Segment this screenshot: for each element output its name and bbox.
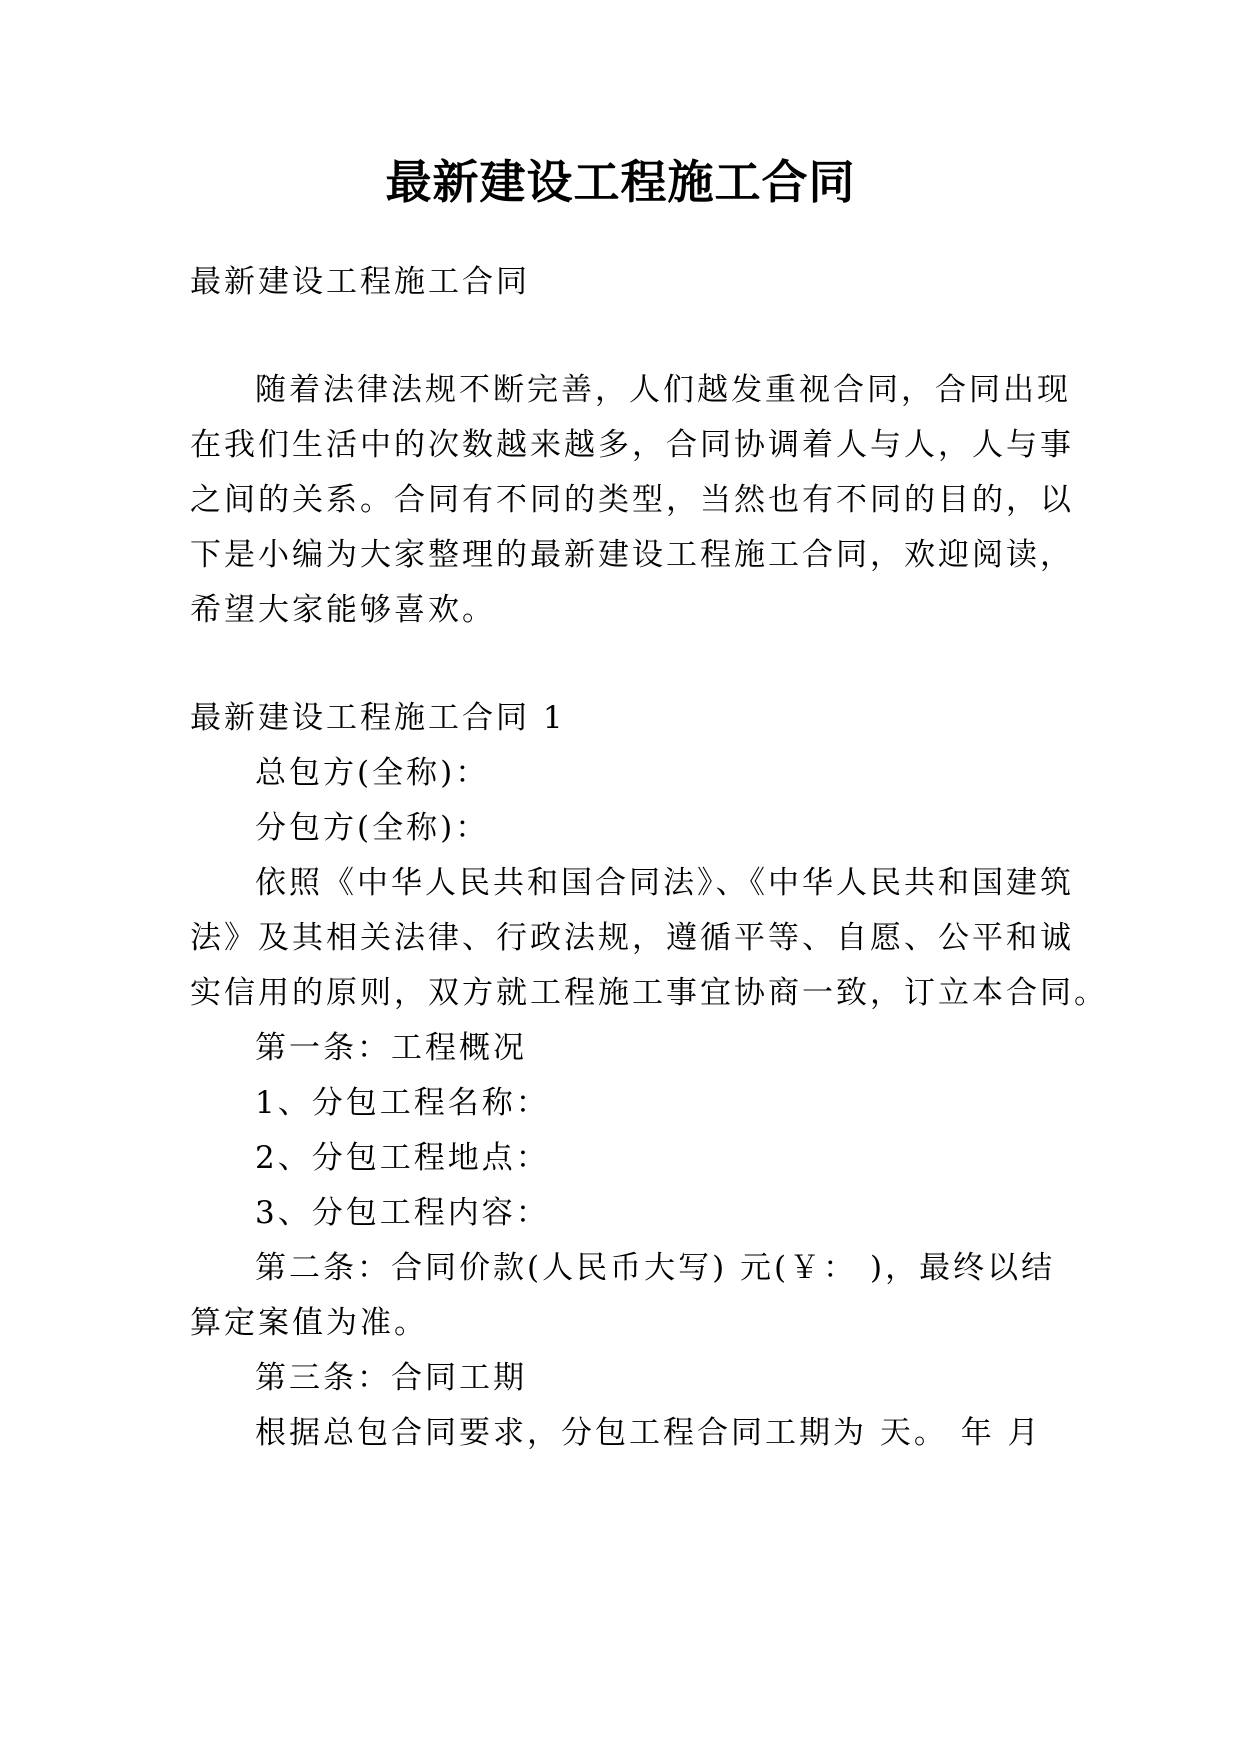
basis-line: 实信用的原则，双方就工程施工事宜协商一致，订立本合同。 [190,975,1108,1011]
document-title: 最新建设工程施工合同 [385,155,856,209]
general-contractor-field: 总包方(全称)： [255,755,490,791]
intro-line: 之间的关系。合同有不同的类型，当然也有不同的目的，以 [190,482,1074,518]
subcontractor-field: 分包方(全称)： [255,810,490,846]
article3-heading: 第三条：合同工期 [255,1360,527,1396]
article1-heading: 第一条：工程概况 [255,1030,527,1066]
article1-item: 2、分包工程地点： [255,1140,550,1176]
intro-line: 希望大家能够喜欢。 [190,592,496,628]
article2-line: 第二条：合同价款(人民币大写) 元(￥： )，最终以结 [255,1250,1056,1286]
basis-line: 法》及其相关法律、行政法规，遵循平等、自愿、公平和诚 [190,920,1074,956]
document-subtitle: 最新建设工程施工合同 [190,264,530,300]
basis-line: 依照《中华人民共和国合同法》、《中华人民共和国建筑 [255,865,1074,901]
intro-line: 随着法律法规不断完善，人们越发重视合同，合同出现 [255,372,1071,408]
article3-text: 根据总包合同要求，分包工程合同工期为 天。 年 月 [255,1415,1042,1451]
section-heading: 最新建设工程施工合同 1 [190,700,566,736]
article2-line: 算定案值为准。 [190,1305,428,1341]
article1-item: 1、分包工程名称： [255,1085,550,1121]
article1-item: 3、分包工程内容： [255,1195,550,1231]
intro-line: 在我们生活中的次数越来越多，合同协调着人与人，人与事 [190,427,1074,463]
intro-line: 下是小编为大家整理的最新建设工程施工合同，欢迎阅读， [190,537,1074,573]
